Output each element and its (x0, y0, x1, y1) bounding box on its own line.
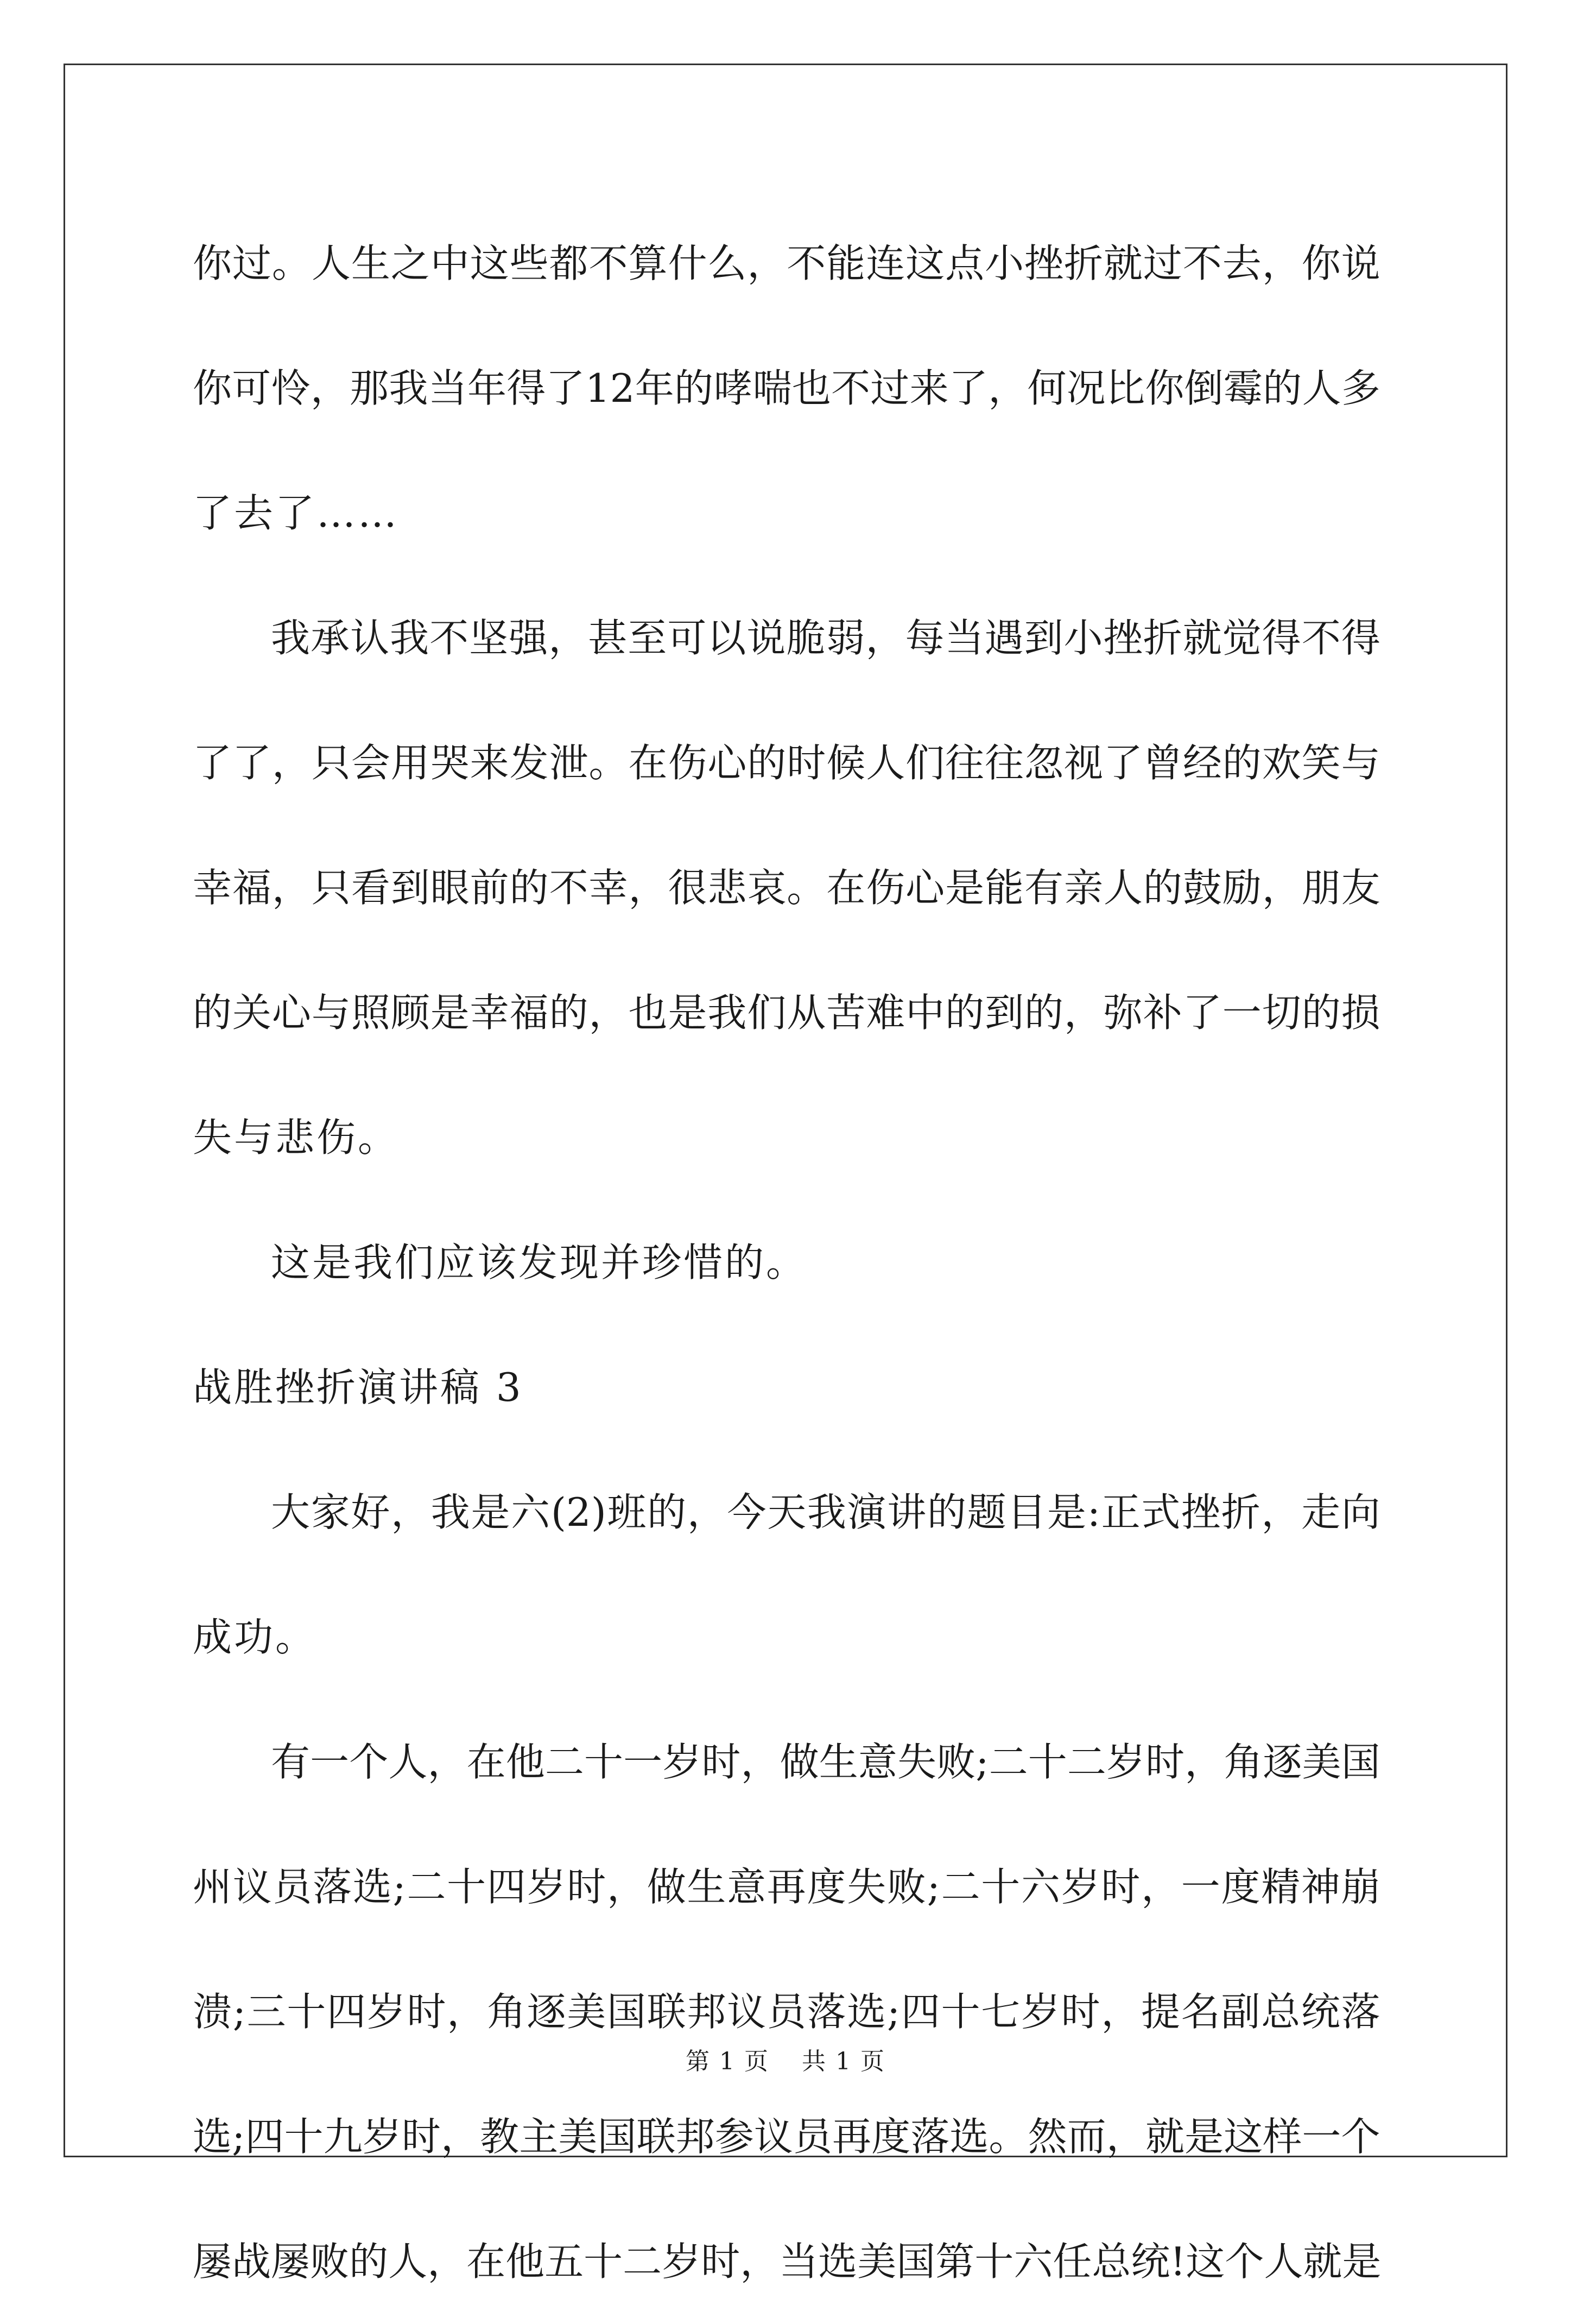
page-number-total: 共 1 页 (802, 2048, 885, 2075)
paragraph-first-line: 有 一 个 人 ， 在 他 二 十 一 岁 时 ， 做 生 意 失 败 ; 二 十 二 岁 时 ， 角 逐 美 国 (271, 1739, 1380, 1785)
text-line: 你 过 。 人 生 之 中 这 些 都 不 算 什 么 ， 不 能 连 这 点 小 挫 折 就 过 不 去 ， 你 说 (193, 241, 1380, 286)
paragraph-first-line: 这是我们应该发现并珍惜的。 (271, 1240, 808, 1285)
text-line: 你 可 怜 ， 那 我 当 年 得 了 12 年 的 哮 喘 也 不 过 来 了 ， 何 况 比 你 倒 霉 的 人 多 (193, 365, 1380, 411)
page-footer (0, 2042, 1571, 2076)
text-line: 成功。 (193, 1614, 317, 1660)
paragraph-first-line: 我 承 认 我 不 坚 强 ， 甚 至 可 以 说 脆 弱 ， 每 当 遇 到 小 挫 折 就 觉 得 不 得 (271, 615, 1380, 661)
document-body (193, 201, 1380, 2324)
text-line: 战胜挫折演讲稿 3 (193, 1365, 523, 1410)
page-number-current: 第 1 页 (686, 2048, 769, 2075)
text-line: 了 了 ， 只 会 用 哭 来 发 泄 。 在 伤 心 的 时 候 人 们 往 往 忽 视 了 曾 经 的 欢 笑 与 (193, 740, 1380, 786)
text-line: 州 议 员 落 选 ; 二 十 四 岁 时 ， 做 生 意 再 度 失 败 ; 二 十 六 岁 时 ， 一 度 精 神 崩 (193, 1864, 1380, 1910)
text-line: 的 关 心 与 照 顾 是 幸 福 的 ， 也 是 我 们 从 苦 难 中 的 到 的 ， 弥 补 了 一 切 的 损 (193, 990, 1380, 1035)
text-line: 失与悲伤。 (193, 1115, 400, 1160)
text-line: 屡 战 屡 败 的 人 ， 在 他 五 十 二 岁 时 ， 当 选 美 国 第 十 六 任 总 统 ! 这 个 人 就 是 (193, 2239, 1382, 2284)
text-line: 了去了…… (193, 490, 400, 536)
text-line: 幸 福 ， 只 看 到 眼 前 的 不 幸 ， 很 悲 哀 。 在 伤 心 是 能 有 亲 人 的 鼓 励 ， 朋 友 (193, 865, 1380, 911)
text-line: 选 ; 四 十 九 岁 时 ， 教 主 美 国 联 邦 参 议 员 再 度 落 选 。 然 而 ， 就 是 这 样 一 个 (193, 2114, 1380, 2159)
paragraph-first-line: 大 家 好 ， 我 是 六 (2) 班 的 ， 今 天 我 演 讲 的 题 目 是 : 正 式 挫 折 ， 走 向 (271, 1489, 1380, 1535)
text-line: 溃 ; 三 十 四 岁 时 ， 角 逐 美 国 联 邦 议 员 落 选 ; 四 十 七 岁 时 ， 提 名 副 总 统 落 (193, 1989, 1380, 2035)
